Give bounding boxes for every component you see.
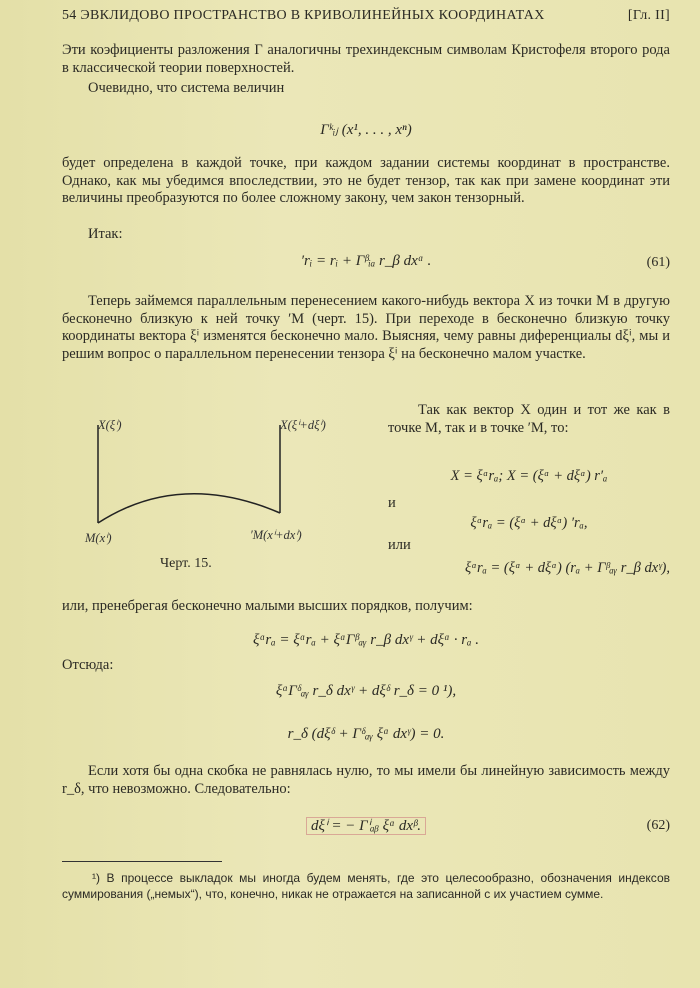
paragraph: будет определена в каждой точке, при каждом задании системы координат в пространстве. Однако, как мы убедимся впоследствии, это не будет тензор, так как при замене координат эти величины преобразуются по более сложному закону, чем закон тензорный. [62,155,670,206]
formula-62-text: dξⁱ = − Γⁱₐᵦ ξᵅ dxᵝ. [306,817,426,835]
conjunction: и [388,495,396,511]
vector-label-end: X(ξⁱ+dξⁱ) [280,418,326,432]
header-chapter: [Гл. II] [627,8,670,23]
paragraph: Отсюда: [62,657,114,673]
formula: ξᵅrₐ = (ξᵅ + dξᵅ) (rₐ + Γᵝₐᵧ r_β dxᵞ), [465,560,670,576]
paragraph: Очевидно, что система величин [88,80,285,96]
formula: ξᵅrₐ = ξᵅrₐ + ξᵅΓᵝₐᵧ r_β dxᵞ + dξᵅ · rₐ . [253,632,479,648]
paragraph: Так как вектор X один и тот же как в точке M, так и в точке ′M, то: [388,402,670,436]
figure-15 [70,395,380,545]
running-header [62,8,670,24]
footnote-rule [62,861,222,862]
paragraph: Итак: [88,226,123,242]
paragraph: или, пренебрегая бесконечно малыми высших порядков, получим: [62,598,473,614]
equation-number: (62) [646,818,670,833]
conjunction: или [388,537,411,553]
formula: ξᵅΓᵟₐᵧ r_δ dxᵞ + dξᵟ r_δ = 0 ¹), [275,683,457,699]
header-title: 54 ЭВКЛИДОВО ПРОСТРАНСТВО В КРИВОЛИНЕЙНЫХ КООРДИНАТАХ [62,8,545,23]
figure-caption: Черт. 15. [160,556,212,571]
formula: ξᵅrₐ = (ξᵅ + dξᵅ) ′rₐ, [470,515,588,531]
paragraph: Теперь займемся параллельным перенесением какого-нибудь вектора X из точки M в другую бесконечно близкую к ней точку ′M (черт. 15). При переходе в бесконечно близкую точку координаты вектора ξⁱ изменятся бесконечно мало. Выясняя, чему равны диференциалы dξⁱ, мы и решим вопрос о параллельном перенесении тензора ξⁱ на бесконечно малом участке. [62,293,670,362]
point-label-end: ′M(xⁱ+dxⁱ) [250,528,302,542]
formula: X = ξᵅrₐ; X = (ξᵅ + dξᵅ) r′ₐ [450,468,608,484]
formula: Γᵏᵢⱼ (x¹, . . . , xⁿ) [320,122,412,138]
vector-label-start: X(ξⁱ) [98,418,122,432]
footnote: ¹) В процессе выкладок мы иногда будем менять, где это целесообразно, обозначения индексов суммирования („немых“), что, конечно, никак не отражается на записанной с их участием сумме. [62,871,670,901]
formula-62 [62,816,670,835]
point-label-start: M(xⁱ) [85,531,112,545]
paragraph: Эти коэфициенты разложения Γ аналогичны трехиндексным символам Кристофеля второго рода в классической теории поверхностей. [62,42,670,76]
formula: r_δ (dξᵟ + Γᵟₐᵧ ξᵅ dxᵞ) = 0. [287,726,445,742]
equation-number: (61) [646,255,670,270]
formula-61: ′rᵢ = rᵢ + Γᵝᵢₐ r_β dxᵅ . [300,253,432,269]
paragraph: Если хотя бы одна скобка не равнялась нулю, то мы имели бы линейную зависимость между r_δ, что невозможно. Следовательно: [62,763,670,797]
